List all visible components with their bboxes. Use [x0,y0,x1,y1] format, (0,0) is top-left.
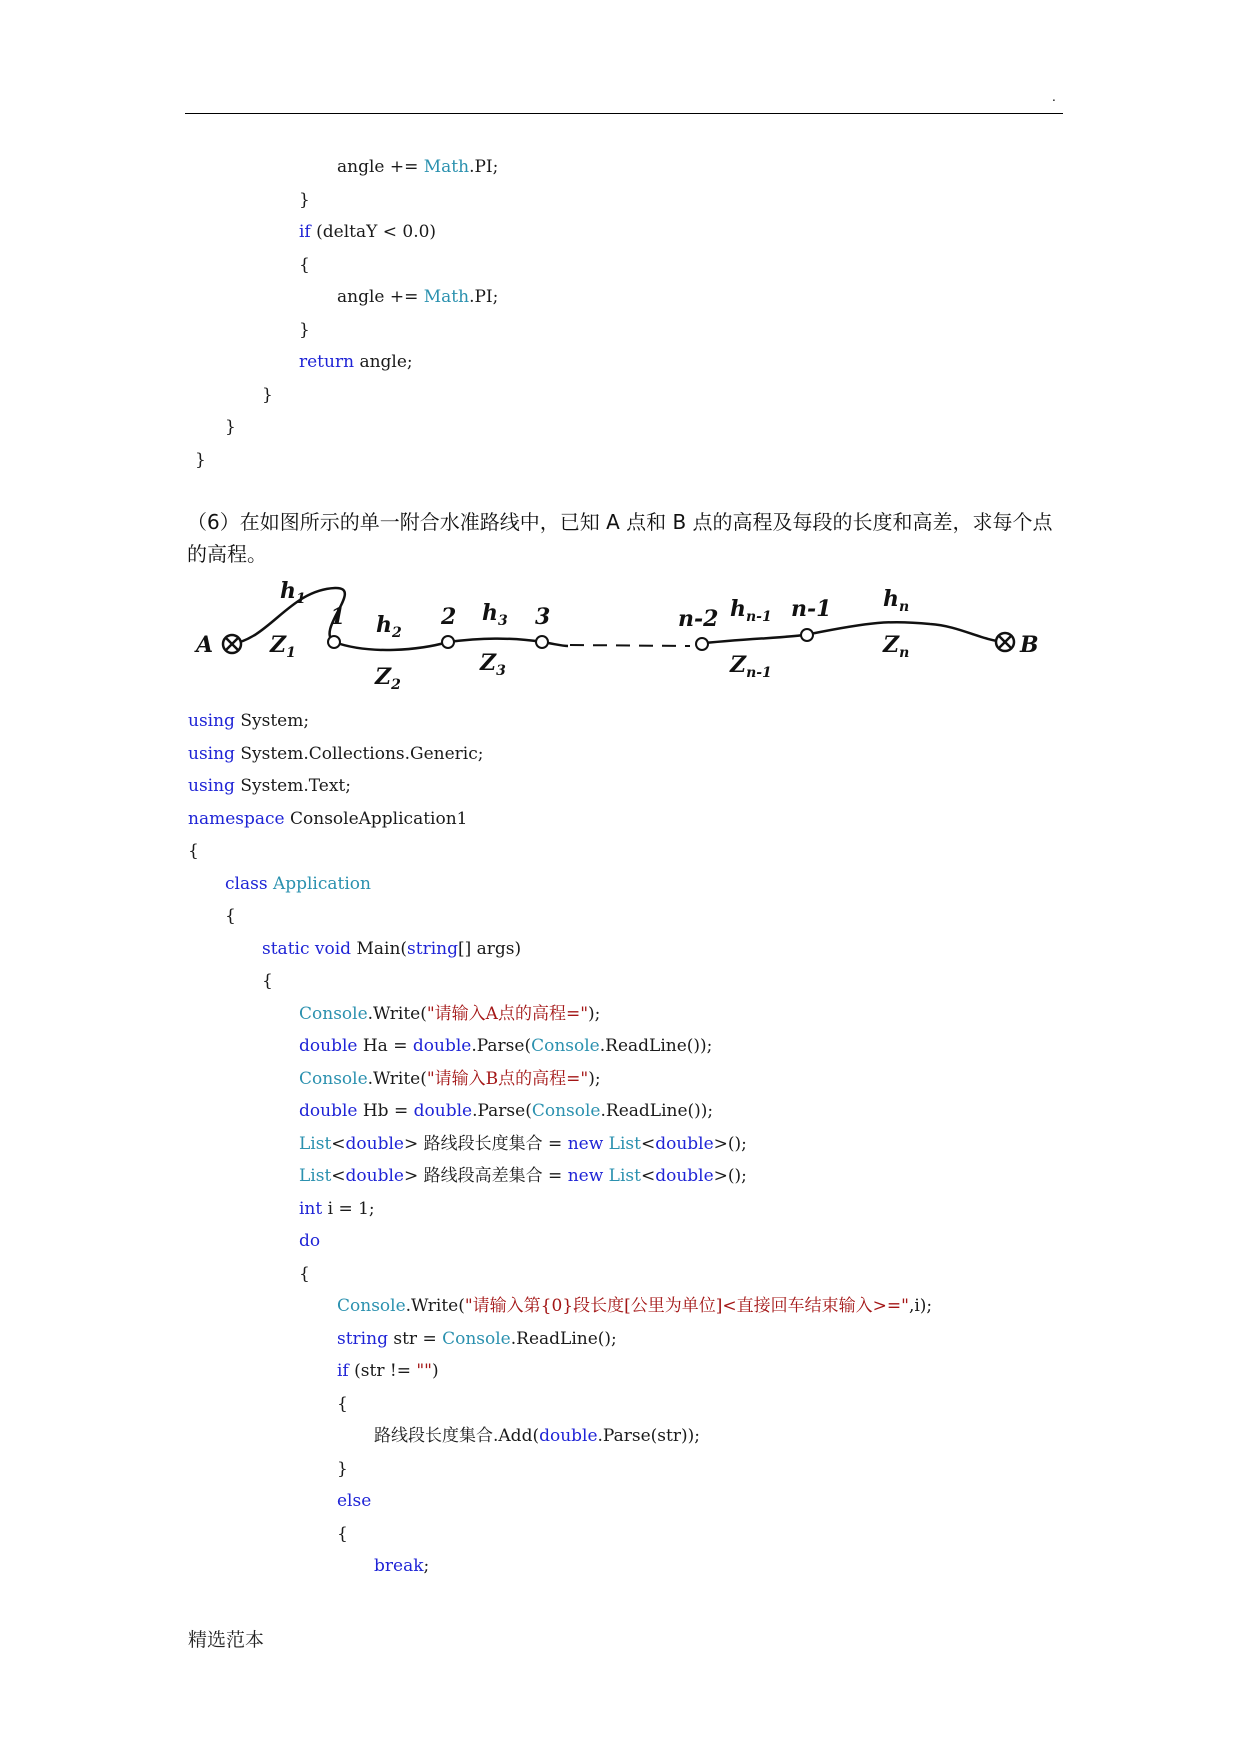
height-diff-label: $h_3$ [482,600,508,629]
code-line [262,970,273,992]
code-token: } [299,319,310,340]
code-token: .Parse(str)); [597,1426,700,1446]
code-token: using [188,711,235,731]
code-token: Main( [351,938,408,959]
code-token: < [331,1166,346,1186]
code-token: angle += [337,157,424,177]
code-token: class [225,873,268,894]
code-token: .PI; [469,157,499,177]
code-token: "请输入第{0}段长度[公里为单位]<直接回车结束输入>=" [464,1296,909,1316]
code-token: .ReadLine(); [510,1328,617,1349]
code-line [299,1133,747,1155]
code-line [299,1100,713,1122]
code-line [337,1295,932,1317]
code-token: .ReadLine()); [599,1036,713,1056]
height-diff-label: $h_{n-1}$ [730,596,772,625]
code-line [337,156,498,178]
point-label: 1 [330,604,346,630]
code-line [337,1328,617,1350]
code-token: [] args) [457,938,522,959]
code-token: Ha = [357,1036,413,1056]
code-token: double [345,1133,404,1154]
code-line [299,221,436,243]
header-rule [185,113,1063,114]
code-line [337,1523,348,1545]
benchmark-b-icon [996,633,1014,651]
code-token: Console [299,1068,368,1089]
code-token: break [374,1556,424,1576]
code-line [299,1035,712,1057]
code-token: System; [234,711,310,731]
point-marker [442,636,454,648]
code-token: double [412,1036,472,1056]
code-token: void [314,938,352,959]
code-token: new [567,1133,604,1154]
code-token: System.Collections.Generic; [234,743,484,764]
code-line [188,710,309,732]
code-line [337,1458,348,1480]
code-token: Console [299,1003,368,1024]
code-token: < [640,1133,656,1154]
point-label-b: B [1020,632,1039,658]
code-token: using [188,776,235,796]
code-token: double [413,1101,473,1121]
code-token: namespace [188,808,285,829]
distance-label: $Z_{n-1}$ [730,652,772,681]
code-token: double [655,1133,714,1154]
distance-label: $Z_3$ [480,650,506,679]
code-token: .ReadLine()); [600,1101,714,1121]
code-token: List [608,1133,641,1154]
code-token: "请输入B点的高程=" [426,1068,589,1089]
code-line [299,1198,375,1220]
code-line [188,840,199,862]
point-marker [536,636,548,648]
code-token: .Write( [367,1068,427,1089]
code-token: Console [531,1036,600,1056]
code-token: if [299,222,311,242]
code-line [225,873,371,895]
code-token: static [262,938,310,959]
code-token: i = 1; [322,1198,375,1219]
point-label: n-2 [678,606,719,632]
question-text: （6）在如图所示的单一附合水准路线中，已知 A 点和 B 点的高程及每段的长度和高差，求每个点的高程。 [187,510,1053,566]
distance-label: $Z_2$ [375,664,401,693]
code-token: ); [588,1003,601,1024]
code-token: System.Text; [234,776,351,796]
code-token: < [331,1133,346,1154]
code-token: "" [416,1361,432,1381]
code-token: ); [588,1068,601,1089]
code-token: Console [337,1296,406,1316]
code-token: .Parse( [472,1101,532,1121]
code-token: } [299,189,310,210]
height-diff-label: $h_1$ [280,580,306,607]
code-token: 路线段长度集合.Add( [374,1426,540,1446]
point-marker [328,636,340,648]
code-token: new [567,1166,604,1186]
code-token: ; [423,1556,430,1576]
height-diff-label: $h_2$ [376,612,402,641]
code-token: Math [423,157,470,177]
point-label: 2 [441,604,457,630]
code-token: { [299,254,310,275]
point-label-a: A [196,632,214,658]
code-token: (deltaY < 0.0) [310,222,437,242]
code-token: List [608,1166,641,1186]
code-token: } [337,1458,348,1479]
code-token: "请输入A点的高程=" [426,1003,589,1024]
code-line [225,416,236,438]
code-token: { [262,971,273,991]
code-token: .Write( [367,1003,427,1024]
code-token: (str != [348,1361,417,1381]
code-line [299,189,310,211]
code-token: double [539,1426,598,1446]
code-token: ) [431,1361,439,1381]
code-token: .PI; [469,287,499,307]
code-token: } [225,417,236,437]
route-line [334,639,542,650]
code-token: Application [272,873,371,894]
code-token: > 路线段长度集合 = [404,1133,568,1154]
code-token: Hb = [357,1101,414,1121]
distance-label: $Z_n$ [883,632,910,661]
header-dot: . [1052,90,1056,104]
code-token: .Parse( [471,1036,532,1056]
code-line [374,1425,700,1447]
code-token: string [337,1328,388,1349]
code-line [374,1555,429,1577]
point-marker [696,638,708,650]
code-token: { [299,1263,310,1284]
code-line [299,1263,310,1285]
code-token: str = [387,1328,443,1349]
code-token: angle += [337,287,424,307]
code-token: angle; [354,352,413,372]
code-token: } [262,384,273,405]
code-line [225,905,236,927]
point-label: n-1 [791,596,832,622]
route-line [696,622,1005,644]
code-line [188,775,351,797]
code-token: List [299,1133,332,1154]
code-line [299,1165,747,1187]
code-token: { [337,1523,348,1544]
route-dashed [570,645,690,646]
code-line [299,319,310,341]
code-token: Console [442,1328,511,1349]
code-line [337,1393,348,1415]
code-token: { [188,841,199,861]
code-token: < [640,1166,656,1186]
distance-label: $Z_1$ [270,632,296,661]
height-diff-label: $h_n$ [883,586,910,615]
code-token: double [299,1036,358,1056]
code-token: int [299,1198,323,1219]
footer-text: 精选范本 [188,1629,265,1651]
leveling-route-diagram [190,580,1060,700]
code-token: { [225,906,236,926]
code-line [337,1360,439,1382]
code-token: double [345,1166,404,1186]
code-token: double [655,1166,714,1186]
code-line [188,743,484,765]
code-token: if [337,1361,349,1381]
code-token: else [337,1491,372,1511]
code-token: >(); [713,1133,747,1154]
code-token: double [299,1101,358,1121]
code-token: List [299,1166,332,1186]
code-line [262,384,273,406]
code-line [299,1230,320,1252]
code-token: return [299,352,355,372]
code-token: .Write( [405,1296,465,1316]
code-token: Math [423,287,470,307]
code-token: ConsoleApplication1 [284,808,468,829]
code-line [299,1003,600,1025]
code-line [337,1490,371,1512]
code-line [195,449,206,471]
code-line [299,351,413,373]
code-line [188,808,468,830]
code-line [337,286,498,308]
code-token: do [299,1231,321,1251]
code-token: ,i); [908,1296,933,1316]
code-token: } [195,449,206,470]
code-line [299,254,310,276]
code-token: > 路线段高差集合 = [404,1166,568,1186]
code-token: Console [531,1101,601,1121]
point-marker [801,629,813,641]
code-token: >(); [713,1166,747,1186]
code-line [299,1068,601,1090]
code-token: string [407,938,458,959]
code-line [262,938,521,960]
code-token: { [337,1393,348,1414]
point-label: 3 [535,604,551,630]
code-token: using [188,743,235,764]
benchmark-a-icon [223,635,241,653]
